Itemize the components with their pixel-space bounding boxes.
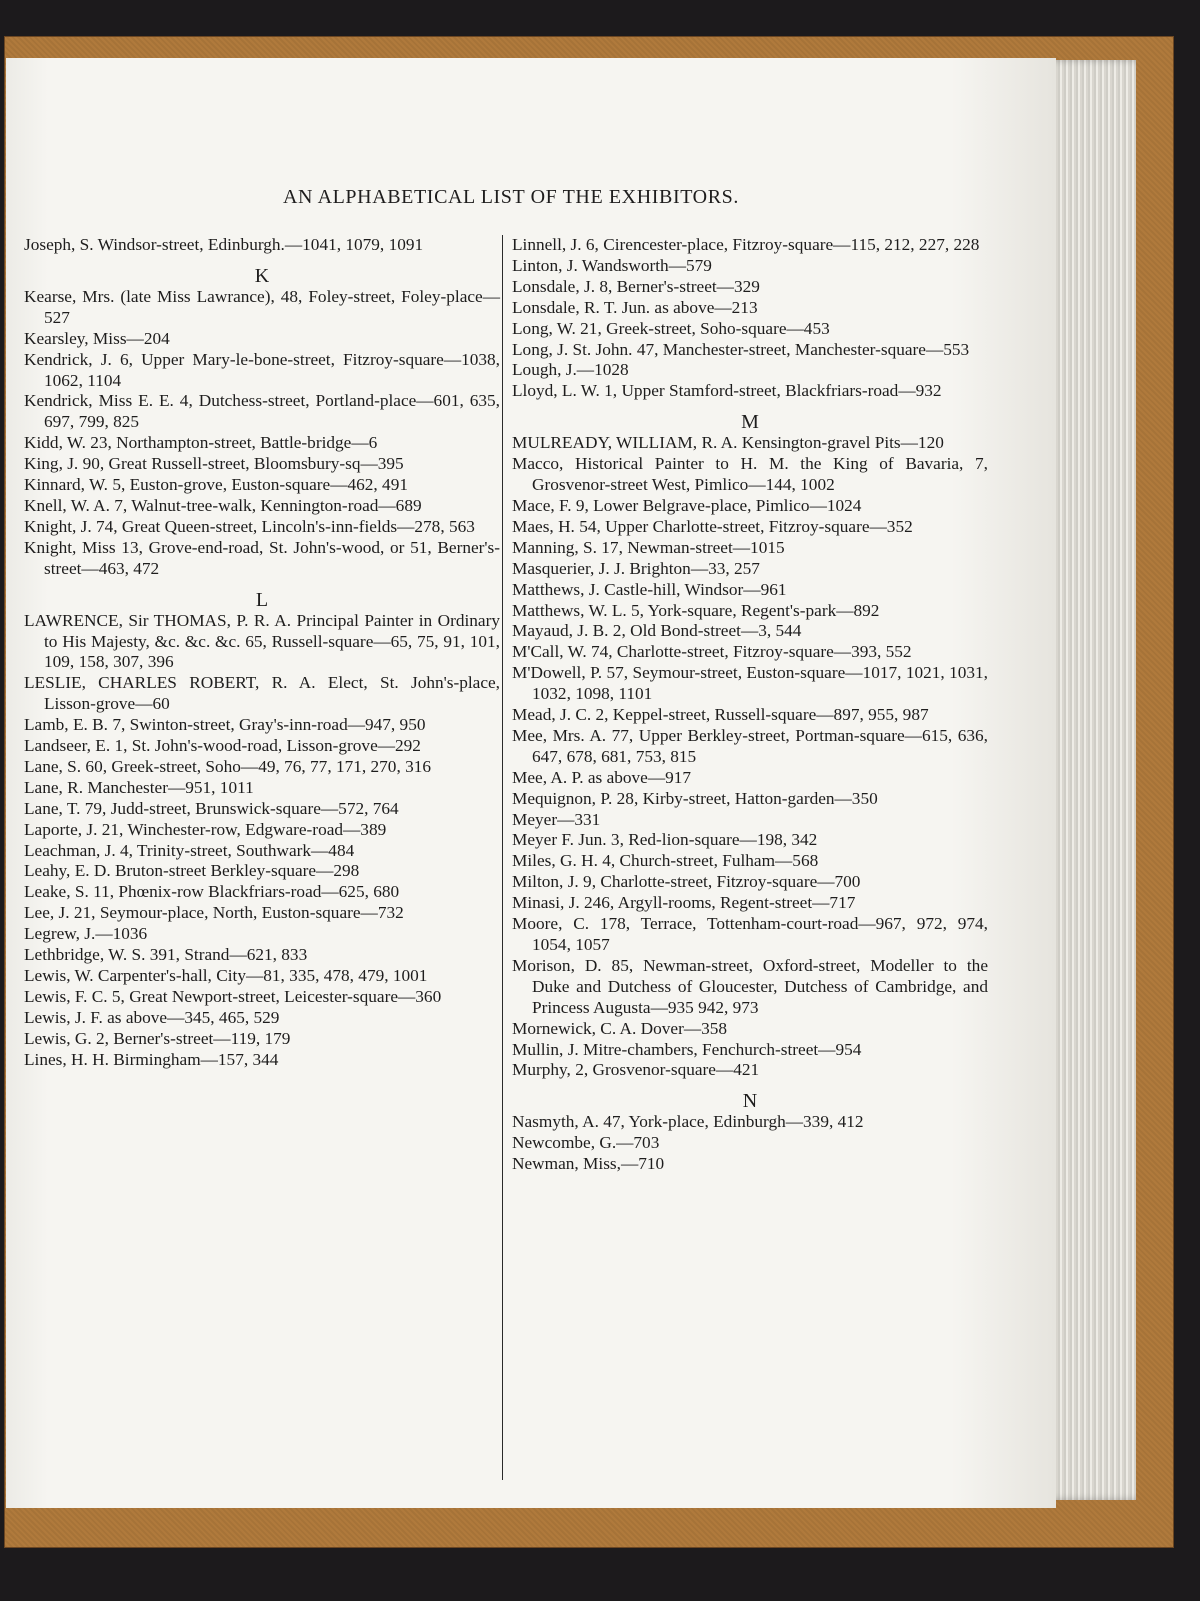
list-item: Milton, J. 9, Charlotte-street, Fitzroy-square—700 [512, 872, 861, 892]
list-item: Nasmyth, A. 47, York-place, Edinburgh—339, 412 [512, 1112, 864, 1132]
list-item: Mee, A. P. as above—917 [512, 767, 692, 787]
list-item: Lines, H. H. Birmingham—157, 344 [24, 1049, 279, 1069]
section-letter-n: N [742, 1090, 758, 1113]
list-item: MULREADY, WILLIAM, R. A. Kensington-gravel Pits—120 [512, 433, 944, 453]
list-item: Miles, G. H. 4, Church-street, Fulham—568 [512, 851, 819, 871]
list-item: Lane, S. 60, Greek-street, Soho—49, 76, 77, 171, 270, 316 [24, 756, 432, 776]
list-item: Lonsdale, R. T. Jun. as above—213 [512, 297, 758, 317]
list-item: Murphy, 2, Grosvenor-square—421 [512, 1060, 760, 1080]
section-letter-m: M [741, 411, 759, 434]
list-item: Knight, J. 74, Great Queen-street, Lincoln's-inn-fields—278, 563 [24, 516, 475, 536]
list-item: Moore, C. 178, Terrace, Tottenham-court-road—967, 972, 974, 1054, 1057 [512, 914, 988, 954]
list-item: Lethbridge, W. S. 391, Strand—621, 833 [24, 945, 308, 965]
list-item: Lonsdale, J. 8, Berner's-street—329 [512, 276, 760, 296]
list-item: Lloyd, L. W. 1, Upper Stamford-street, Blackfriars-road—932 [512, 381, 942, 401]
list-item: Minasi, J. 246, Argyll-rooms, Regent-street—717 [512, 893, 856, 913]
list-item: Masquerier, J. J. Brighton—33, 257 [512, 558, 760, 578]
list-item: Landseer, E. 1, St. John's-wood-road, Lisson-grove—292 [24, 736, 421, 756]
list-item: Lewis, W. Carpenter's-hall, City—81, 335, 478, 479, 1001 [24, 966, 428, 985]
list-item: Kendrick, J. 6, Upper Mary-le-bone-street, Fitzroy-square—1038, 1062, 1104 [24, 349, 500, 390]
list-item: M'Call, W. 74, Charlotte-street, Fitzroy-square—393, 552 [512, 642, 912, 662]
list-item: Matthews, W. L. 5, York-square, Regent's-park—892 [512, 600, 880, 620]
section-letter-k: K [254, 264, 270, 287]
list-item: Manning, S. 17, Newman-street—1015 [512, 537, 785, 557]
list-item: Lewis, F. C. 5, Great Newport-street, Leicester-square—360 [24, 986, 442, 1006]
list-item: Meyer—331 [512, 809, 601, 829]
list-item: Matthews, J. Castle-hill, Windsor—961 [512, 579, 787, 599]
list-item: Legrew, J.—1036 [24, 924, 148, 944]
list-item: Mee, Mrs. A. 77, Upper Berkley-street, Portman-square—615, 636, 647, 678, 681, 753, 815 [512, 725, 988, 766]
list-item: Lewis, G. 2, Berner's-street—119, 179 [24, 1028, 291, 1048]
list-item: Kinnard, W. 5, Euston-grove, Euston-square—462, 491 [24, 475, 408, 495]
list-item: Mead, J. C. 2, Keppel-street, Russell-square—897, 955, 987 [512, 705, 929, 725]
list-item: Meyer F. Jun. 3, Red-lion-square—198, 342 [512, 830, 818, 850]
list-item: King, J. 90, Great Russell-street, Bloomsbury-sq—395 [24, 454, 404, 474]
list-item: Mullin, J. Mitre-chambers, Fenchurch-street—954 [512, 1039, 862, 1059]
list-item: Mayaud, J. B. 2, Old Bond-street—3, 544 [512, 621, 802, 641]
list-item: Newman, Miss,—710 [512, 1154, 665, 1174]
column-divider [502, 235, 503, 1480]
list-item: Leachman, J. 4, Trinity-street, Southwark—484 [24, 840, 355, 860]
page-title: AN ALPHABETICAL LIST OF THE EXHIBITORS. [282, 186, 739, 208]
list-item: Knight, Miss 13, Grove-end-road, St. John's-wood, or 51, Berner's-street—463, 472 [24, 537, 500, 578]
right-column [512, 235, 988, 1175]
list-item: LAWRENCE, Sir THOMAS, P. R. A. Principal Painter in Ordinary to His Majesty, &c. &c. &c. 65, Russell-square—65, 75, 91, 101, 109, 158, 307, 396 [24, 610, 500, 672]
list-item: Kearsley, Miss—204 [24, 328, 170, 348]
list-item: Linton, J. Wandsworth—579 [512, 255, 712, 275]
list-item: Mornewick, C. A. Dover—358 [512, 1018, 728, 1038]
list-item: Kearse, Mrs. (late Miss Lawrance), 48, Foley-street, Foley-place—527 [24, 286, 500, 327]
list-item: Lewis, J. F. as above—345, 465, 529 [24, 1007, 280, 1027]
list-item: LESLIE, CHARLES ROBERT, R. A. Elect, St. John's-place, Lisson-grove—60 [24, 673, 500, 714]
list-item: M'Dowell, P. 57, Seymour-street, Euston-square—1017, 1021, 1031, 1032, 1098, 1101 [512, 663, 988, 704]
section-letter-l: L [255, 588, 269, 611]
list-item: Morison, D. 85, Newman-street, Oxford-street, Modeller to the Duke and Dutchess of Gloucester, Dutchess of Cambridge, and Princess Augusta—935 942, 973 [512, 955, 988, 1017]
list-item: Linnell, J. 6, Cirencester-place, Fitzroy-square—115, 212, 227, 228 [512, 235, 980, 254]
left-column [24, 235, 500, 1071]
list-item: Knell, W. A. 7, Walnut-tree-walk, Kennington-road—689 [24, 495, 422, 515]
list-item: Laporte, J. 21, Winchester-row, Edgware-road—389 [24, 819, 387, 839]
list-item: Lane, R. Manchester—951, 1011 [24, 777, 254, 797]
list-item: Kendrick, Miss E. E. 4, Dutchess-street, Portland-place—601, 635, 697, 799, 825 [24, 391, 500, 432]
list-item: Long, J. St. John. 47, Manchester-street, Manchester-square—553 [512, 339, 970, 359]
list-item: Lane, T. 79, Judd-street, Brunswick-square—572, 764 [24, 798, 399, 818]
list-item: Macco, Historical Painter to H. M. the King of Bavaria, 7, Grosvenor-street West, Pimlico—144, 1002 [512, 454, 988, 495]
book-page [6, 58, 1056, 1508]
list-item: Lamb, E. B. 7, Swinton-street, Gray's-inn-road—947, 950 [24, 715, 426, 735]
list-item: Lee, J. 21, Seymour-place, North, Euston-square—732 [24, 903, 404, 923]
list-item: Joseph, S. Windsor-street, Edinburgh.—1041, 1079, 1091 [24, 235, 424, 254]
list-item: Mace, F. 9, Lower Belgrave-place, Pimlico—1024 [512, 495, 862, 515]
list-item: Long, W. 21, Greek-street, Soho-square—453 [512, 318, 830, 338]
list-item: Mequignon, P. 28, Kirby-street, Hatton-garden—350 [512, 788, 878, 808]
list-item: Leahy, E. D. Bruton-street Berkley-square—298 [24, 861, 360, 881]
list-item: Leake, S. 11, Phœnix-row Blackfriars-road—625, 680 [24, 882, 400, 902]
list-item: Newcombe, G.—703 [512, 1133, 660, 1153]
list-item: Maes, H. 54, Upper Charlotte-street, Fitzroy-square—352 [512, 516, 913, 536]
list-item: Lough, J.—1028 [512, 360, 629, 380]
list-item: Kidd, W. 23, Northampton-street, Battle-bridge—6 [24, 433, 378, 453]
